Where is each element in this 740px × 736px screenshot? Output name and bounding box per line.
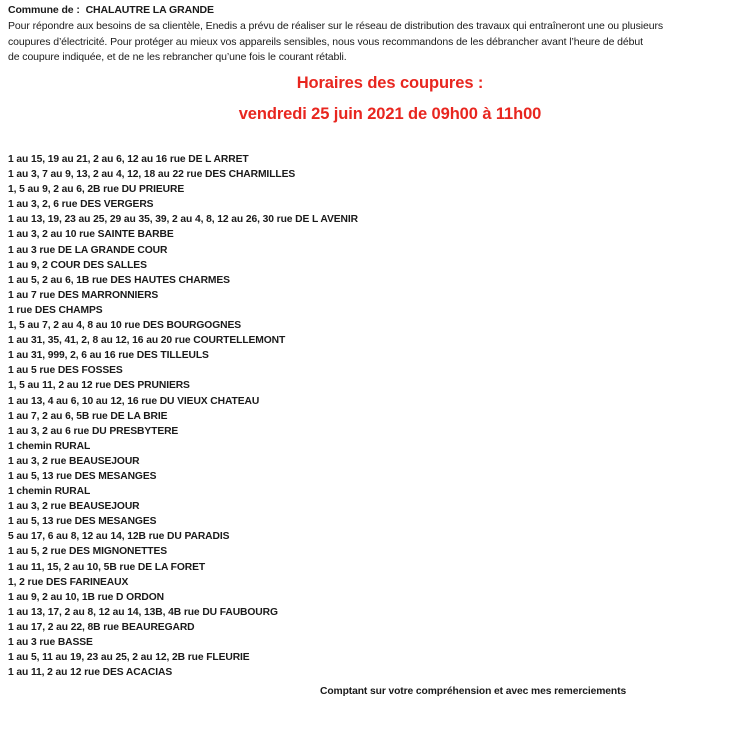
- address-item: 1 au 7, 2 au 6, 5B rue DE LA BRIE: [8, 410, 168, 422]
- intro-line: coupures d’électricité. Pour protéger au mieux vos appareils sensibles, nous vous recommandons de les débrancher avant l’heure de début: [8, 35, 643, 48]
- commune-line: [8, 4, 214, 16]
- schedule-title: Horaires des coupures :: [296, 74, 484, 92]
- affected-addresses-list: [8, 152, 358, 680]
- address-item: 1 au 7 rue DES MARRONNIERS: [8, 289, 159, 301]
- address-item: 1 au 9, 2 COUR DES SALLES: [8, 259, 147, 271]
- address-item: 1 au 5, 2 rue DES MIGNONETTES: [8, 546, 168, 558]
- address-item: 1 chemin RURAL: [8, 440, 91, 452]
- address-item: 1, 5 au 11, 2 au 12 rue DES PRUNIERS: [8, 380, 190, 392]
- commune-label: Commune de :: [8, 4, 80, 16]
- commune-name: CHALAUTRE LA GRANDE: [85, 4, 214, 16]
- address-item: 1 au 5, 13 rue DES MESANGES: [8, 470, 157, 482]
- address-item: 1 au 3, 2 rue BEAUSEJOUR: [8, 501, 140, 513]
- address-item: 1 au 11, 15, 2 au 10, 5B rue DE LA FORET: [8, 561, 206, 573]
- address-item: 1 au 5, 2 au 6, 1B rue DES HAUTES CHARMES: [8, 274, 230, 286]
- address-item: 1 au 15, 19 au 21, 2 au 6, 12 au 16 rue DE L ARRET: [8, 154, 249, 165]
- address-item: 1, 5 au 7, 2 au 4, 8 au 10 rue DES BOURGOGNES: [8, 320, 241, 332]
- address-item: 1 au 5 rue DES FOSSES: [8, 365, 123, 377]
- address-item: 1, 5 au 9, 2 au 6, 2B rue DU PRIEURE: [8, 184, 185, 196]
- address-item: 5 au 17, 6 au 8, 12 au 14, 12B rue DU PARADIS: [8, 531, 230, 543]
- address-item: 1 au 31, 35, 41, 2, 8 au 12, 16 au 20 rue COURTELLEMONT: [8, 335, 286, 347]
- address-item: 1 au 13, 4 au 6, 10 au 12, 16 rue DU VIEUX CHATEAU: [8, 395, 260, 407]
- address-item: 1 chemin RURAL: [8, 486, 91, 498]
- address-item: 1 au 5, 11 au 19, 23 au 25, 2 au 12, 2B rue FLEURIE: [8, 652, 250, 664]
- address-item: 1 au 9, 2 au 10, 1B rue D ORDON: [8, 591, 164, 603]
- address-item: 1 au 11, 2 au 12 rue DES ACACIAS: [8, 667, 173, 679]
- address-item: 1 au 13, 19, 23 au 25, 29 au 35, 39, 2 au 4, 8, 12 au 26, 30 rue DE L AVENIR: [8, 214, 358, 226]
- address-item: 1 au 31, 999, 2, 6 au 16 rue DES TILLEULS: [8, 350, 209, 362]
- intro-line: de coupure indiquée, et de ne les rebrancher qu’une fois le courant rétabli.: [8, 51, 347, 63]
- schedule-date-time: vendredi 25 juin 2021 de 09h00 à 11h00: [238, 105, 542, 123]
- intro-paragraph: [8, 19, 708, 66]
- address-item: 1 au 13, 17, 2 au 8, 12 au 14, 13B, 4B rue DU FAUBOURG: [8, 606, 278, 618]
- address-item: 1 au 3, 2 au 10 rue SAINTE BARBE: [8, 229, 174, 241]
- address-item: 1 rue DES CHAMPS: [8, 304, 103, 316]
- intro-line: Pour répondre aux besoins de sa clientèle, Enedis a prévu de réaliser sur le réseau de distribution des travaux qui entraîneront une ou plusieurs: [8, 20, 663, 32]
- closing-message: Comptant sur votre compréhension et avec mes remerciements: [320, 686, 627, 697]
- address-item: 1 au 3, 2 au 6 rue DU PRESBYTERE: [8, 425, 179, 437]
- address-item: 1 au 3 rue DE LA GRANDE COUR: [8, 244, 168, 256]
- address-item: 1 au 5, 13 rue DES MESANGES: [8, 516, 157, 528]
- address-item: 1 au 3, 2, 6 rue DES VERGERS: [8, 199, 154, 211]
- address-item: 1 au 3 rue BASSE: [8, 637, 93, 648]
- address-item: 1 au 17, 2 au 22, 8B rue BEAUREGARD: [8, 621, 195, 633]
- address-item: 1, 2 rue DES FARINEAUX: [8, 576, 129, 588]
- address-item: 1 au 3, 2 rue BEAUSEJOUR: [8, 455, 140, 467]
- address-item: 1 au 3, 7 au 9, 13, 2 au 4, 12, 18 au 22 rue DES CHARMILLES: [8, 169, 296, 181]
